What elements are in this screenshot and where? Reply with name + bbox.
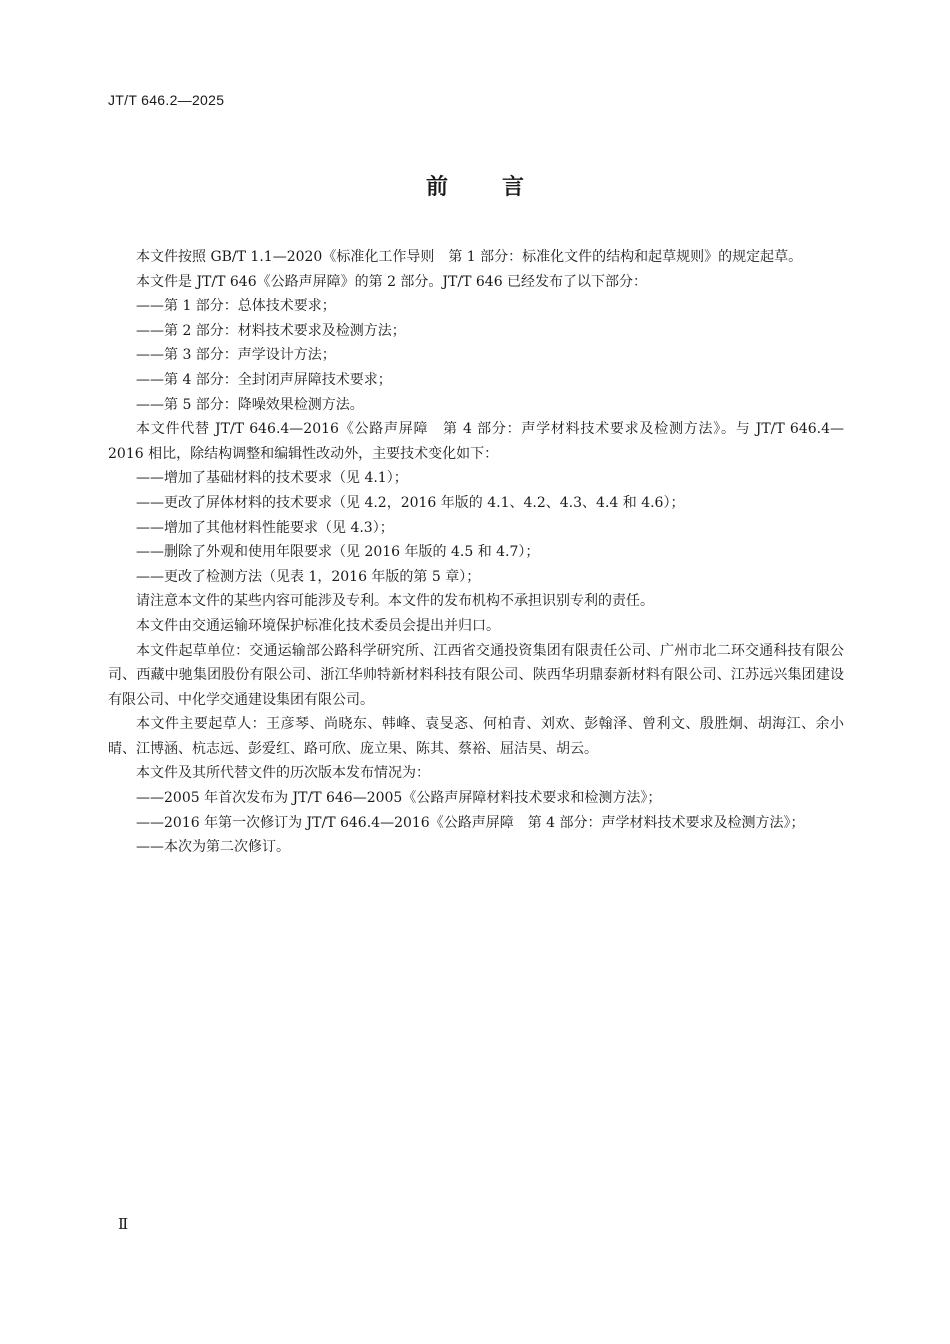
page-number: Ⅱ: [118, 1215, 129, 1233]
list-item: ——第 1 部分：总体技术要求；: [136, 298, 336, 315]
list-item: ——删除了外观和使用年限要求（见 2016 年版的 4.5 和 4.7）；: [136, 544, 540, 561]
list-item: ——2016 年第一次修订为 JT/T 646.4—2016《公路声屏障 第 4 部分：声学材料技术要求及检测方法》；: [136, 814, 805, 831]
paragraph: 本文件及其所代替文件的历次版本发布情况为：: [136, 765, 430, 782]
list-item: ——第 4 部分：全封闭声屏障技术要求；: [136, 371, 392, 388]
list-item: ——增加了其他材料性能要求（见 4.3）；: [136, 519, 394, 536]
paragraph: 本文件代替 JT/T 646.4—2016《公路声屏障 第 4 部分：声学材料技术要求及检测方法》。与 JT/T 646.4—2016 相比，除结构调整和编辑性改动外，主要技术变化如下：: [108, 421, 844, 462]
list-item: ——更改了检测方法（见表 1，2016 年版的第 5 章）；: [136, 568, 481, 585]
list-item: ——第 3 部分：声学设计方法；: [136, 347, 336, 364]
list-item: ——第 2 部分：材料技术要求及检测方法；: [136, 322, 406, 339]
list-item: ——第 5 部分：降噪效果检测方法。: [136, 396, 364, 413]
paragraph: 本文件主要起草人：王彦琴、尚晓东、韩峰、袁旻忞、何柏青、刘欢、彭翰泽、曾利文、殷胜炯、胡海江、余小晴、江博涵、杭志远、彭爱红、路可欣、庞立果、陈其、蔡裕、屈洁昊、胡云。: [108, 716, 844, 757]
paragraph: 本文件由交通运输环境保护标准化技术委员会提出并归口。: [136, 617, 500, 634]
paragraph: 本文件是 JT/T 646《公路声屏障》的第 2 部分。JT/T 646 已经发布了以下部分：: [136, 273, 648, 290]
page-title: 前言: [425, 175, 578, 200]
paragraph: 本文件按照 GB/T 1.1—2020《标准化工作导则 第 1 部分：标准化文件的结构和起草规则》的规定起草。: [136, 249, 803, 265]
list-item: ——2005 年首次发布为 JT/T 646—2005《公路声屏障材料技术要求和检测方法》；: [136, 790, 662, 807]
paragraph: 请注意本文件的某些内容可能涉及专利。本文件的发布机构不承担识别专利的责任。: [136, 593, 654, 610]
standard-number: JT/T 646.2—2025: [108, 92, 225, 108]
list-item: ——本次为第二次修订。: [136, 839, 290, 856]
list-item: ——更改了屏体材料的技术要求（见 4.2，2016 年版的 4.1、4.2、4.3、4.4 和 4.6）；: [136, 494, 685, 511]
list-item: ——增加了基础材料的技术要求（见 4.1）；: [136, 470, 408, 487]
paragraph: 本文件起草单位：交通运输部公路科学研究所、江西省交通投资集团有限责任公司、广州市北二环交通科技有限公司、西藏中驰集团股份有限公司、浙江华帅特新材料科技有限公司、陕西华玥鼎泰新材料有限公司、江苏远兴集团建设有限公司、中化学交通建设集团有限公司。: [108, 642, 844, 708]
document-body: [108, 245, 844, 860]
